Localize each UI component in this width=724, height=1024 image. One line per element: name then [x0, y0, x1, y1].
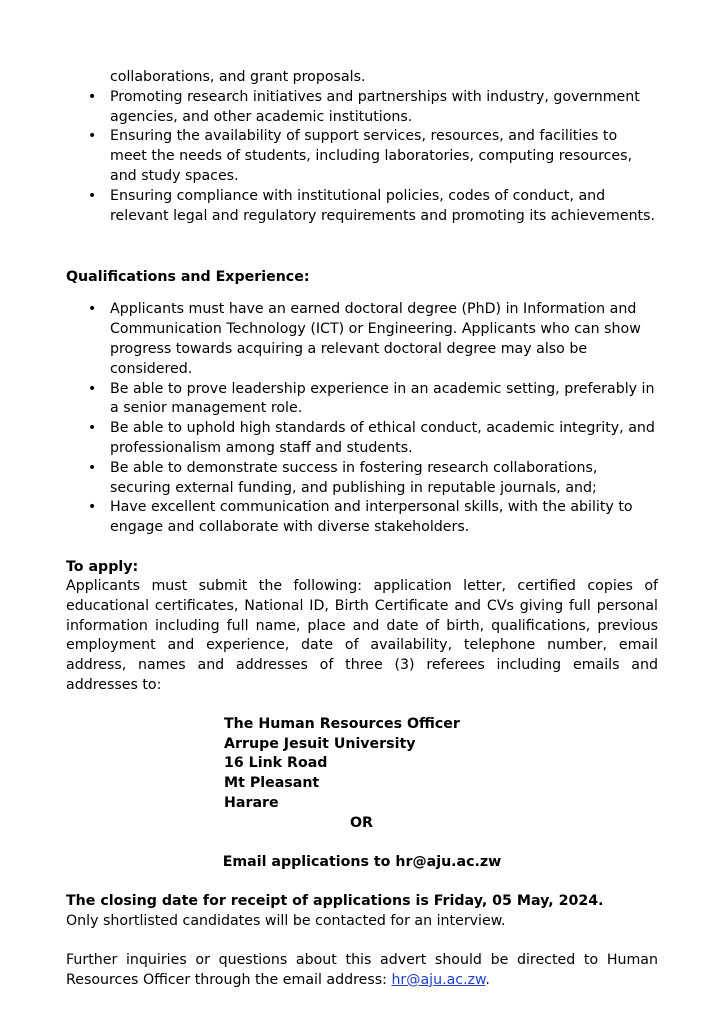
closing-paragraph	[66, 892, 658, 932]
shortlist-note: Only shortlisted candidates will be contacted for an interview.	[66, 913, 506, 930]
address-line: Mt Pleasant	[224, 775, 320, 792]
bullet-icon: •	[88, 88, 97, 105]
document-page	[66, 68, 658, 990]
bullet-icon: •	[88, 128, 97, 145]
address-line: The Human Resources Officer	[224, 715, 460, 732]
list-item	[66, 88, 658, 128]
or-separator: OR	[350, 814, 373, 831]
list-item-text: Have excellent communication and interpersonal skills, with the ability to engage and collaborate with diverse stakeholders.	[110, 499, 633, 536]
qualifications-list	[66, 300, 658, 538]
list-item-text: Be able to uphold high standards of ethical conduct, academic integrity, and professionalism among staff and students.	[110, 420, 655, 456]
inquiries-text: Further inquiries or questions about this advert should be directed to Human Resources Officer through the email address:	[66, 951, 658, 988]
list-item	[66, 459, 658, 499]
list-item-text: Applicants must have an earned doctoral degree (PhD) in Information and Communication Technology (ICT) or Engineering. Applicants who can show progress towards acquiring a relevant doctoral degree may also be considered.	[110, 301, 641, 377]
list-item	[66, 68, 658, 88]
list-item-text: collaborations, and grant proposals.	[110, 69, 366, 85]
list-item-text: Promoting research initiatives and partnerships with industry, government agencies, and other academic institutions.	[110, 88, 640, 125]
bullet-icon: •	[88, 301, 97, 318]
bullet-icon: •	[88, 420, 97, 437]
bullet-icon: •	[88, 459, 97, 476]
address-block	[224, 715, 658, 814]
inquiries-paragraph	[66, 951, 658, 991]
list-item	[66, 498, 658, 538]
list-item-text: Ensuring compliance with institutional policies, codes of conduct, and relevant legal and regulatory requirements and promoting its achievements.	[110, 187, 656, 224]
list-item-text: Be able to prove leadership experience in an academic setting, preferably in a senior management role.	[110, 380, 655, 417]
list-item	[66, 187, 658, 227]
list-item	[66, 127, 658, 186]
bullet-icon: •	[88, 499, 97, 516]
list-item	[66, 380, 658, 420]
qualifications-heading: Qualifications and Experience:	[66, 269, 310, 286]
bullet-icon: •	[88, 187, 97, 204]
closing-date: The closing date for receipt of applications is Friday, 05 May, 2024.	[66, 893, 604, 910]
inquiries-end: .	[485, 971, 490, 988]
apply-paragraph: Applicants must submit the following: application letter, certified copies of educational certificates, National ID, Birth Certificate and CVs giving full personal information including full name, place and date of birth, qualifications, previous employment and experience, date of availability, telephone number, email address, names and addresses of three (3) referees including emails and addresses to:	[66, 577, 658, 693]
duties-list	[66, 68, 658, 226]
address-line: Arrupe Jesuit University	[224, 735, 416, 752]
apply-heading: To apply:	[66, 558, 139, 575]
bullet-icon: •	[88, 380, 97, 397]
address-line: Harare	[224, 794, 279, 811]
list-item-text: Be able to demonstrate success in fostering research collaborations, securing external funding, and publishing in reputable journals, and;	[110, 459, 598, 496]
email-applications-line: Email applications to hr@aju.ac.zw	[222, 853, 502, 870]
address-line: 16 Link Road	[224, 755, 328, 772]
list-item-text: Ensuring the availability of support services, resources, and facilities to meet the needs of students, including laboratories, computing resources, and study spaces.	[110, 128, 633, 184]
list-item	[66, 419, 658, 459]
hr-email-link[interactable]: hr@aju.ac.zw	[391, 971, 486, 988]
list-item	[66, 300, 658, 379]
